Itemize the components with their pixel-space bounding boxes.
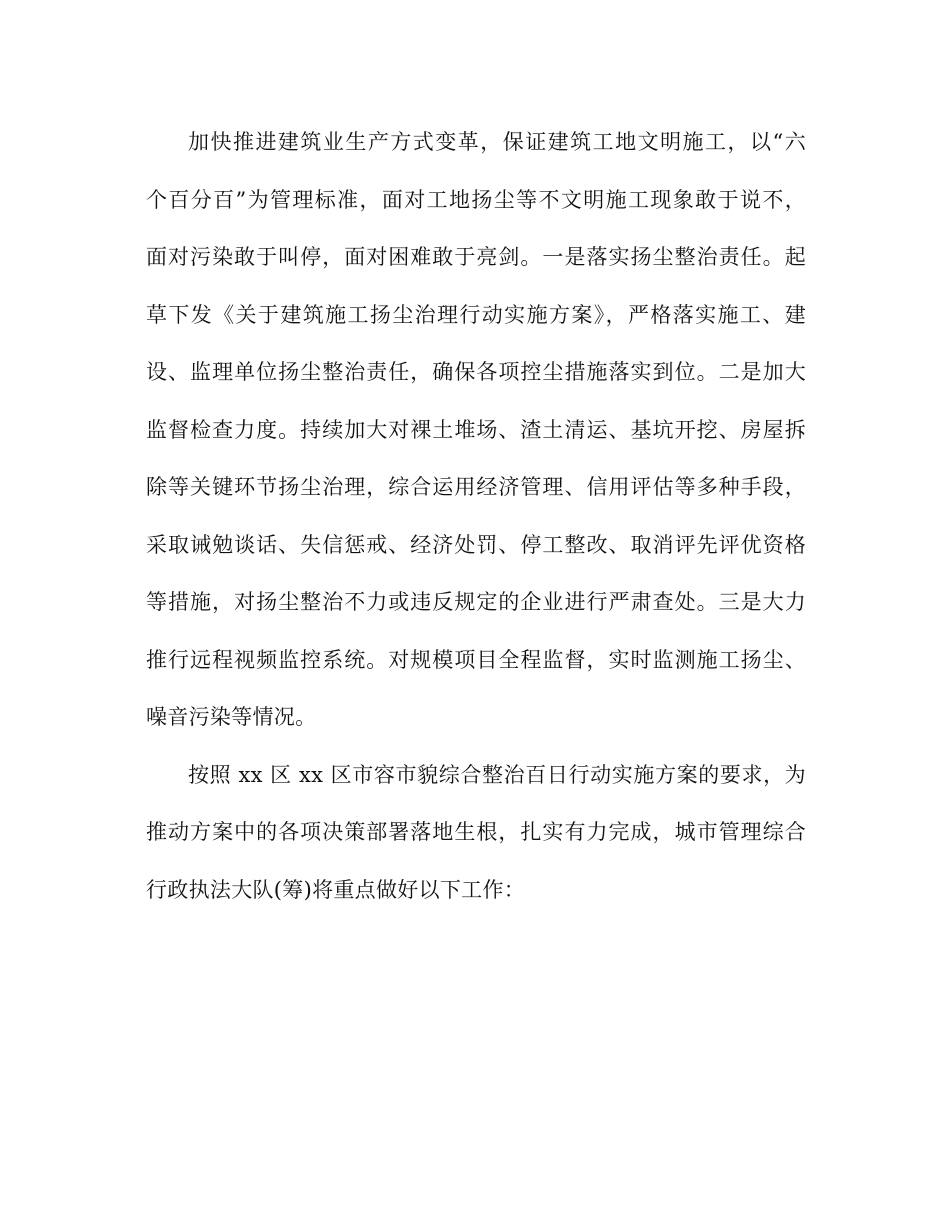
paragraph-line: 草下发《关于建筑施工扬尘治理行动实施方案》，严格落实施工、建 [146,302,806,327]
paragraph-line: 噪音污染等情况。 [146,705,317,729]
paragraph-line: 面对污染敢于叫停，面对困难敢于亮剑。一是落实扬尘整治责任。起 [146,245,806,269]
paragraph-line: 等措施，对扬尘整治不力或违反规定的企业进行严肃查处。三是大力 [146,590,806,614]
document-body [146,120,806,925]
paragraph-line: 行政执法大队(筹)将重点做好以下工作： [146,877,526,902]
paragraph-line: 推行远程视频监控系统。对规模项目全程监督，实时监测施工扬尘、 [146,647,806,672]
paragraph-line: 推动方案中的各项决策部署落地生根，扎实有力完成，城市管理综合 [146,820,806,844]
paragraph-line: 监督检查力度。持续加大对裸土堆场、渣土清运、基坑开挖、房屋拆 [146,417,806,442]
paragraph-line: 按照 xx 区 xx 区市容市貌综合整治百日行动实施方案的要求，为 [188,762,806,787]
paragraph-line: 除等关键环节扬尘治理，综合运用经济管理、信用评估等多种手段， [146,475,806,499]
paragraph-line: 采取诫勉谈话、失信惩戒、经济处罚、停工整改、取消评先评优资格 [146,532,806,557]
paragraph-2 [146,753,806,926]
paragraph-line: 个百分百”为管理标准，面对工地扬尘等不文明施工现象敢于说不， [146,187,806,212]
paragraph-line: 设、监理单位扬尘整治责任，确保各项控尘措施落实到位。二是加大 [146,360,806,384]
paragraph-line: 加快推进建筑业生产方式变革，保证建筑工地文明施工，以“六 [188,130,806,154]
paragraph-1 [146,120,806,753]
